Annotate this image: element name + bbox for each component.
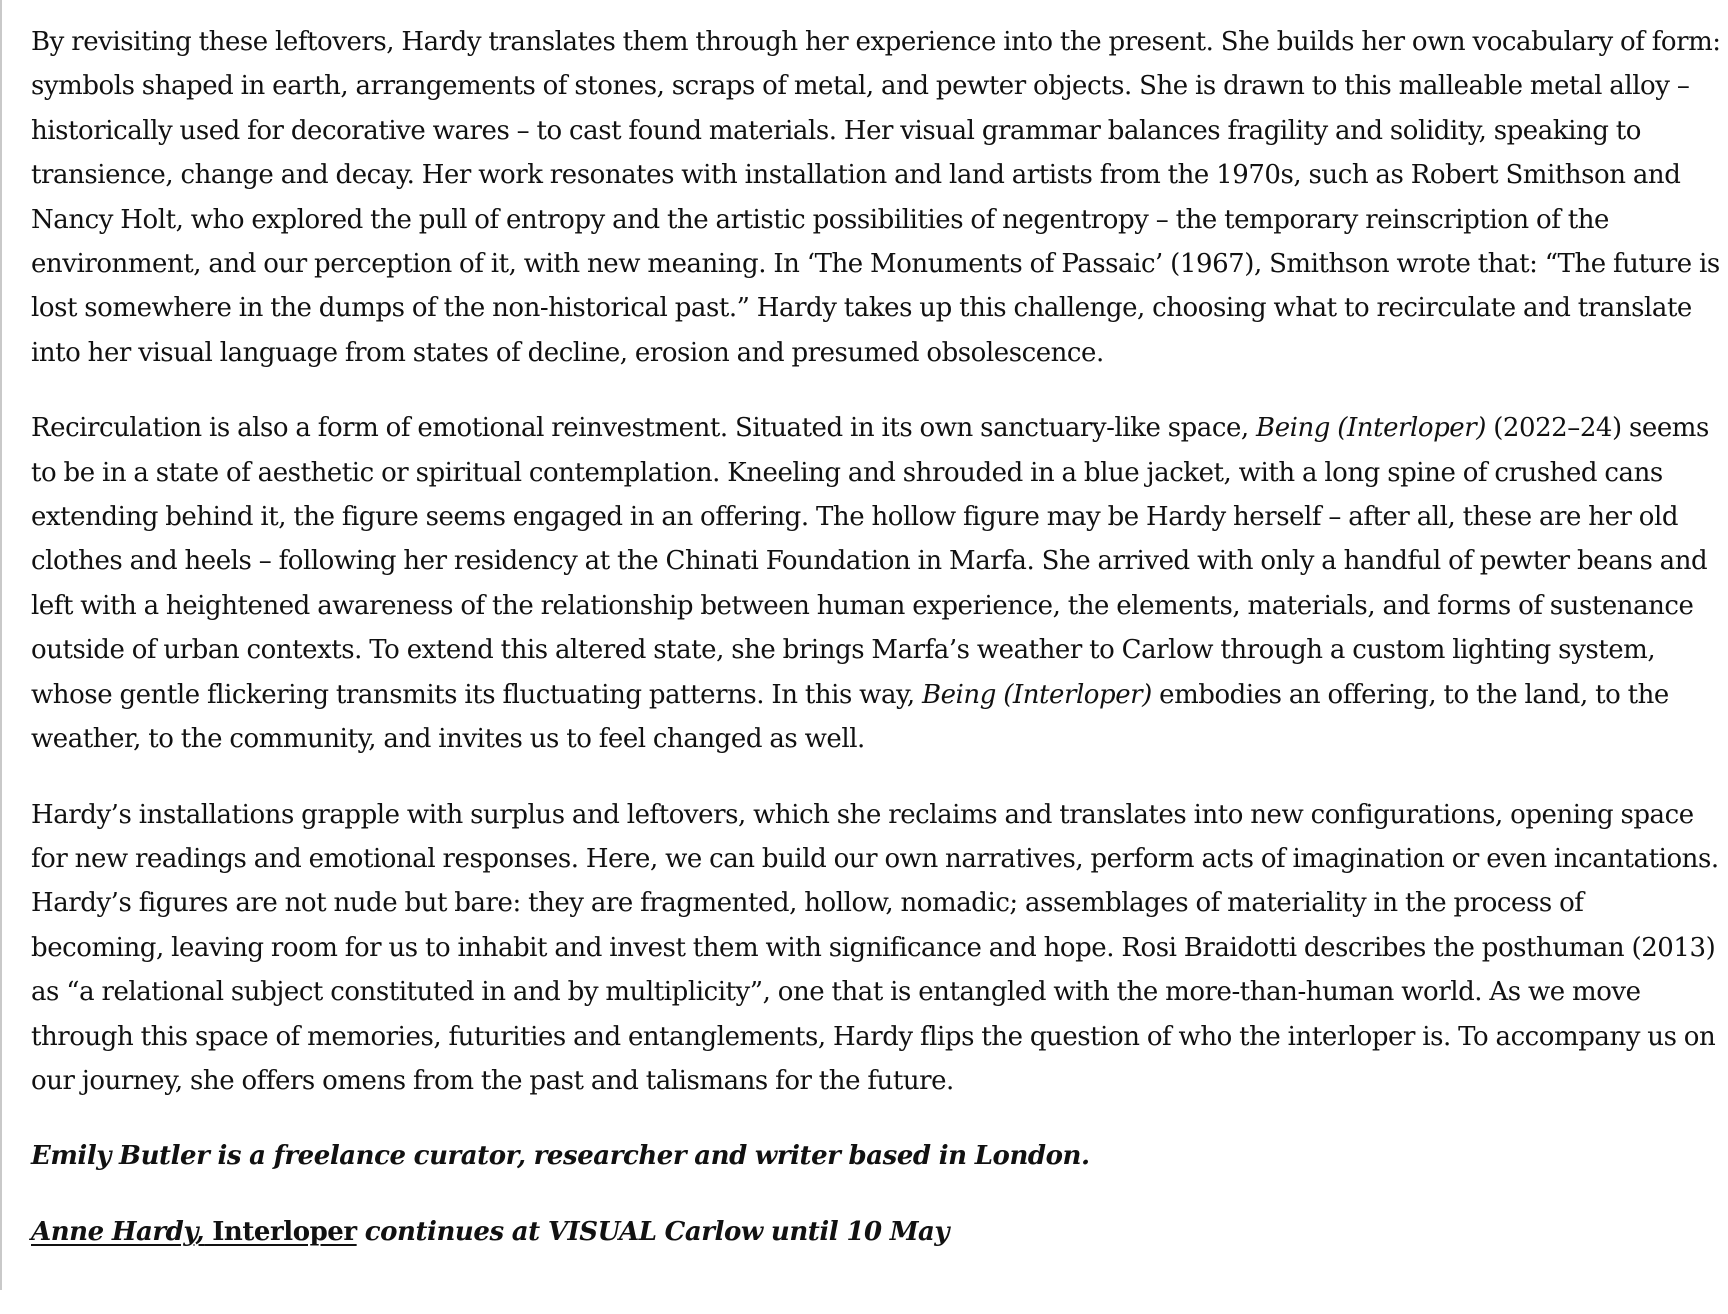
article-paragraph-1: By revisiting these leftovers, Hardy translates them through her experience into the present. She builds her own vocabulary of form: symbols shaped in earth, arrangements of stones, scraps of metal, and pewter objects. She is drawn to this malleable metal alloy – historically used for decorative wares – to cast found materials. Her visual grammar balances fragility and solidity, speaking to transience, change and decay. Her work resonates with installation and land artists from the 1970s, such as Robert Smithson and Nancy Holt, who explored the pull of entropy and the artistic possibilities of negentropy – the temporary reinscription of the environment, and our perception of it, with new meaning. In ‘The Monuments of Passaic’ (1967), Smithson wrote that: “The future is lost somewhere in the dumps of the non-historical past.” Hardy takes up this challenge, choosing what to recirculate and translate into her visual language from states of decline, erosion and presumed obsolescence. [31,27,1721,368]
exhibition-info [31,1210,1721,1254]
exhibition-title-link[interactable]: Interloper [204,1216,357,1247]
artwork-title: Being (Interloper) [921,679,1152,710]
article-paragraph-3: Hardy’s installations grapple with surplus and leftovers, which she reclaims and translates into new configurations, opening space for new readings and emotional responses. Here, we can build our own narratives, perform acts of imagination or even incantations. Hardy’s figures are not nude but bare: they are fragmented, hollow, nomadic; assemblages of materiality in the process of becoming, leaving room for us to inhabit and invest them with significance and hope. Rosi Braidotti describes the posthuman (2013) as “a relational subject constituted in and by multiplicity”, one that is entangled with the more-than-human world. As we move through this space of memories, futurities and entanglements, Hardy flips the question of who the interloper is. To accompany us on our journey, she offers omens from the past and talismans for the future. [31,799,1719,1096]
author-credit: Emily Butler is a freelance curator, researcher and writer based in London. [31,1141,1090,1172]
article-body [31,20,1721,1254]
paragraph-2-text-c: embodies an offering, to the land, to the weather, to the community, and invites us to feel changed as well. [31,679,1669,755]
artwork-title: Being (Interloper) [1256,413,1486,444]
paragraph-2-text-a: Recirculation is also a form of emotional reinvestment. Situated in its own sanctuary-like space, [31,413,1257,444]
artist-link[interactable]: Anne Hardy, [31,1216,205,1247]
paragraph-2-text-b: (2022–24) seems to be in a state of aesthetic or spiritual contemplation. Kneeling and shrouded in a blue jacket, with a long spine of crushed cans extending behind it, the figure seems engaged in an offering. The hollow figure may be Hardy herself – after all, these are her old clothes and heels – following her residency at the Chinati Foundation in Marfa. She arrived with only a handful of pewter beans and left with a heightened awareness of the relationship between human experience, the elements, materials, and forms of sustenance outside of urban contexts. To extend this altered state, she brings Marfa’s weather to Carlow through a custom lighting system, whose gentle flickering transmits its fluctuating patterns. In this way, [31,413,1709,710]
left-border-rule [0,0,2,1290]
article-paragraph-2 [31,406,1721,761]
exhibition-details: continues at VISUAL Carlow until 10 May [356,1216,950,1247]
